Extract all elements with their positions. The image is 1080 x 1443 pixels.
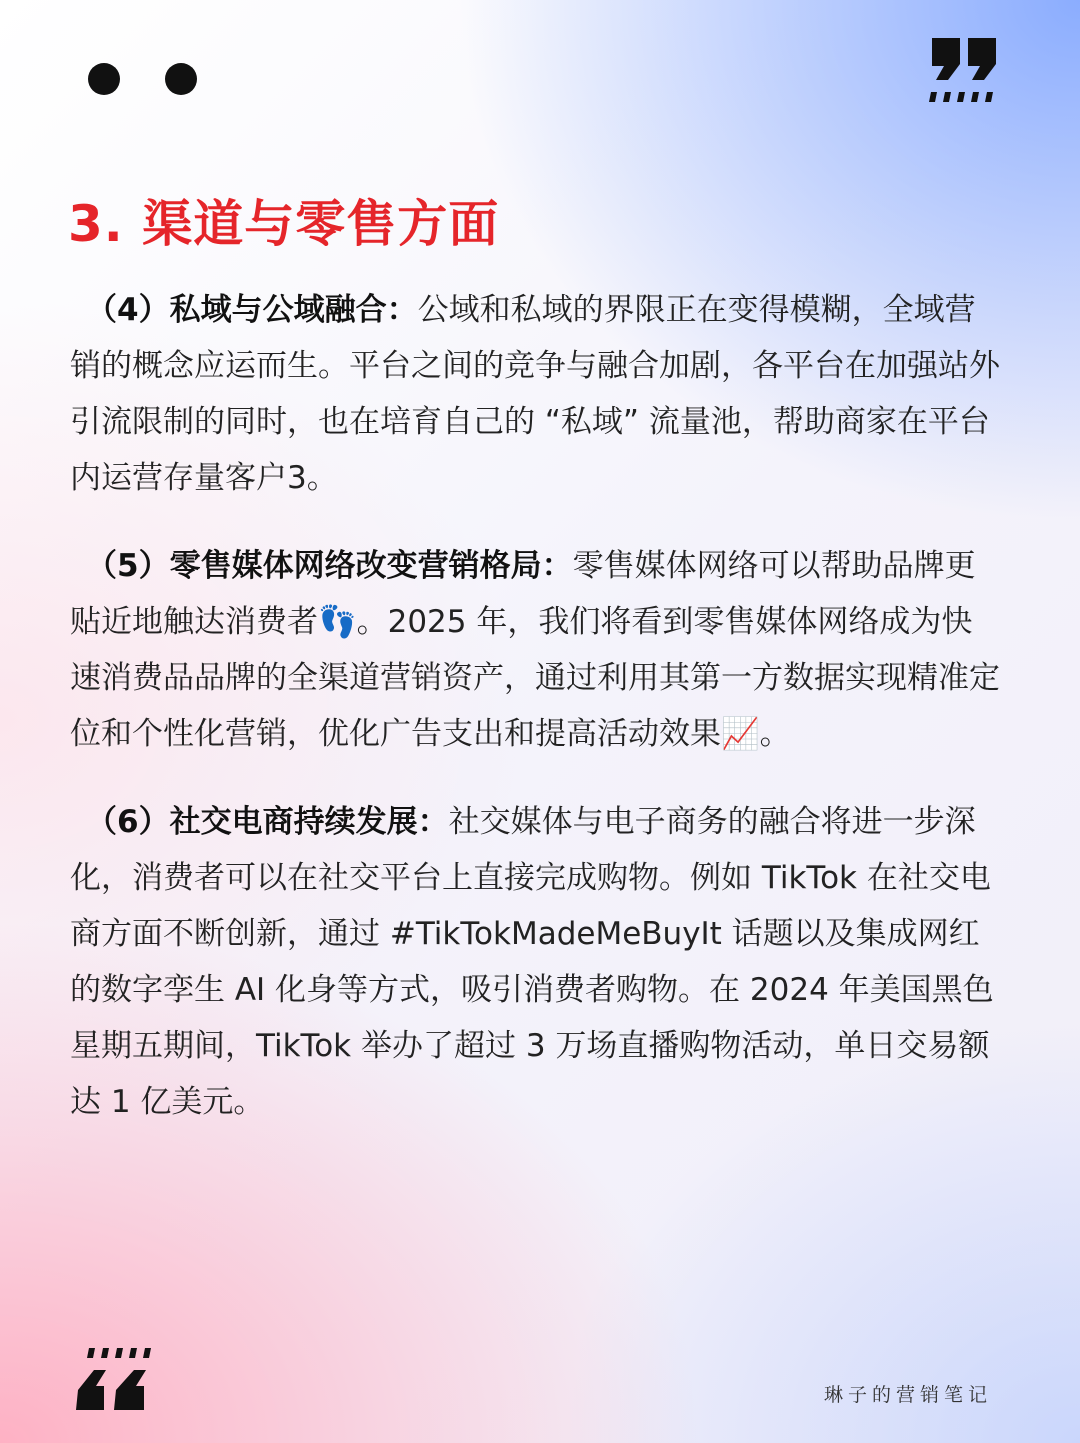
- article-body: [70, 282, 1000, 1162]
- paragraph-number: （4）: [86, 292, 170, 328]
- paragraph-number: （5）: [86, 548, 170, 584]
- decorative-dot: [165, 63, 197, 95]
- paragraph-heading: 零售媒体网络改变营销格局：: [169, 548, 573, 584]
- closing-quote-icon: [928, 30, 1000, 106]
- paragraph-heading: 社交电商持续发展：: [169, 804, 449, 840]
- decorative-dot: [88, 63, 120, 95]
- paragraph: [70, 794, 1000, 1130]
- opening-quote-icon: [72, 1346, 152, 1412]
- paragraph: [70, 538, 1000, 762]
- paragraph-heading: 私域与公域融合：: [169, 292, 418, 328]
- paragraph-number: （6）: [86, 804, 170, 840]
- section-title: 3. 渠道与零售方面: [68, 195, 500, 253]
- author-signature: 琳子的营销笔记: [823, 1384, 992, 1406]
- paragraph-body: 公域和私域的界限正在变得模糊，全域营销的概念应运而生。平台之间的竞争与融合加剧，各平台在加强站外引流限制的同时，也在培育自己的 “私域” 流量池，帮助商家在平台内运营存量客户3。: [70, 292, 1000, 496]
- paragraph-body: 社交媒体与电子商务的融合将进一步深化，消费者可以在社交平台上直接完成购物。例如 TikTok 在社交电商方面不断创新，通过 #TikTokMadeMeBuyIt 话题以及集成网红的数字孪生 AI 化身等方式，吸引消费者购物。在 2024 年美国黑色星期五期间，TikTok 举办了超过 3 万场直播购物活动，单日交易额达 1 亿美元。: [70, 804, 994, 1120]
- paragraph: [70, 282, 1000, 506]
- paragraph-body: 零售媒体网络可以帮助品牌更贴近地触达消费者👣。2025 年，我们将看到零售媒体网络成为快速消费品品牌的全渠道营销资产，通过利用其第一方数据实现精准定位和个性化营销，优化广告支出和提高活动效果📈。: [70, 548, 1000, 752]
